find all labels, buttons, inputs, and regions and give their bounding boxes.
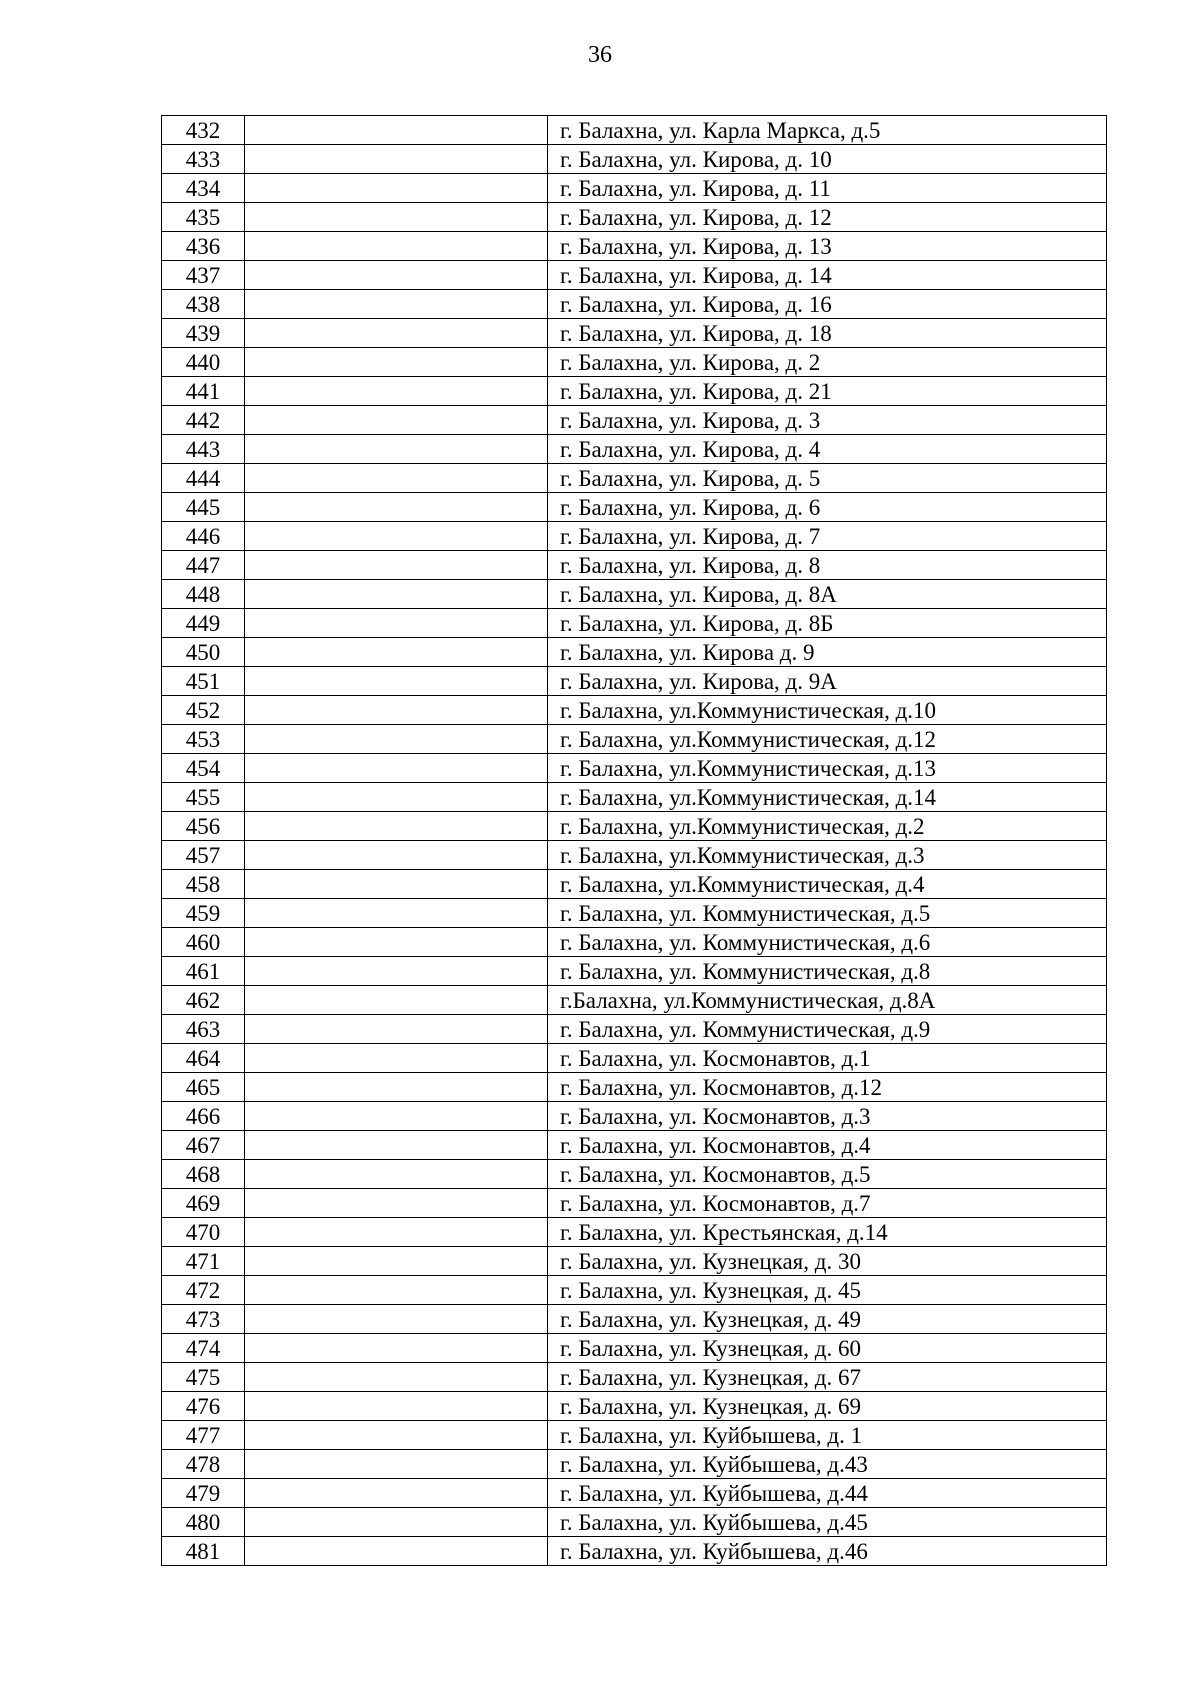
row-number-cell: 472 [162,1276,245,1305]
row-number-cell: 450 [162,638,245,667]
empty-cell [245,348,548,377]
empty-cell [245,551,548,580]
table-row [162,928,1107,957]
address-cell: г. Балахна, ул. Кирова, д. 18 [548,319,1107,348]
address-cell: г. Балахна, ул. Космонавтов, д.3 [548,1102,1107,1131]
row-number-cell: 460 [162,928,245,957]
empty-cell [245,493,548,522]
row-number-cell: 446 [162,522,245,551]
address-cell: г. Балахна, ул. Кирова, д. 2 [548,348,1107,377]
table-row [162,696,1107,725]
address-cell: г. Балахна, ул. Кирова, д. 13 [548,232,1107,261]
row-number-cell: 479 [162,1479,245,1508]
row-number-cell: 434 [162,174,245,203]
table-row [162,319,1107,348]
address-cell: г. Балахна, ул. Кирова, д. 4 [548,435,1107,464]
table-row [162,551,1107,580]
table-row [162,812,1107,841]
row-number-cell: 463 [162,1015,245,1044]
row-number-cell: 442 [162,406,245,435]
empty-cell [245,1479,548,1508]
table-body [162,116,1107,1566]
table-row [162,754,1107,783]
table-row [162,580,1107,609]
address-cell: г. Балахна, ул. Кирова, д. 8 [548,551,1107,580]
address-cell: г. Балахна, ул. Кирова, д. 16 [548,290,1107,319]
row-number-cell: 457 [162,841,245,870]
address-cell: г. Балахна, ул. Коммунистическая, д.6 [548,928,1107,957]
empty-cell [245,609,548,638]
address-cell: г. Балахна, ул. Космонавтов, д.7 [548,1189,1107,1218]
address-cell: г. Балахна, ул. Кузнецкая, д. 49 [548,1305,1107,1334]
table-row [162,261,1107,290]
table-row [162,377,1107,406]
row-number-cell: 468 [162,1160,245,1189]
row-number-cell: 456 [162,812,245,841]
row-number-cell: 453 [162,725,245,754]
table-row [162,174,1107,203]
empty-cell [245,1015,548,1044]
address-cell: г. Балахна, ул. Кирова, д. 14 [548,261,1107,290]
table-row [162,348,1107,377]
row-number-cell: 432 [162,116,245,145]
address-cell: г. Балахна, ул. Кирова, д. 5 [548,464,1107,493]
empty-cell [245,406,548,435]
row-number-cell: 443 [162,435,245,464]
address-cell: г. Балахна, ул. Кирова, д. 10 [548,145,1107,174]
table-row [162,203,1107,232]
empty-cell [245,1073,548,1102]
row-number-cell: 441 [162,377,245,406]
table-row [162,1363,1107,1392]
empty-cell [245,986,548,1015]
row-number-cell: 448 [162,580,245,609]
row-number-cell: 471 [162,1247,245,1276]
row-number-cell: 452 [162,696,245,725]
table-row [162,1218,1107,1247]
row-number-cell: 466 [162,1102,245,1131]
row-number-cell: 469 [162,1189,245,1218]
empty-cell [245,841,548,870]
empty-cell [245,899,548,928]
address-cell: г. Балахна, ул. Коммунистическая, д.9 [548,1015,1107,1044]
address-cell: г. Балахна, ул. Куйбышева, д. 1 [548,1421,1107,1450]
address-cell: г. Балахна, ул. Кирова д. 9 [548,638,1107,667]
row-number-cell: 449 [162,609,245,638]
address-cell: г. Балахна, ул. Кирова, д. 21 [548,377,1107,406]
table-row [162,1305,1107,1334]
table-row [162,1537,1107,1566]
empty-cell [245,1450,548,1479]
row-number-cell: 445 [162,493,245,522]
empty-cell [245,1102,548,1131]
empty-cell [245,435,548,464]
address-cell: г. Балахна, ул. Кирова, д. 11 [548,174,1107,203]
table-row [162,1073,1107,1102]
row-number-cell: 477 [162,1421,245,1450]
empty-cell [245,1276,548,1305]
row-number-cell: 475 [162,1363,245,1392]
empty-cell [245,1421,548,1450]
address-cell: г. Балахна, ул. Кузнецкая, д. 69 [548,1392,1107,1421]
empty-cell [245,696,548,725]
row-number-cell: 458 [162,870,245,899]
table-row [162,1015,1107,1044]
row-number-cell: 478 [162,1450,245,1479]
table-row [162,667,1107,696]
page-number: 36 [588,42,612,68]
row-number-cell: 444 [162,464,245,493]
address-cell: г. Балахна, ул. Карла Маркса, д.5 [548,116,1107,145]
row-number-cell: 451 [162,667,245,696]
empty-cell [245,261,548,290]
row-number-cell: 437 [162,261,245,290]
address-cell: г. Балахна, ул. Кирова, д. 7 [548,522,1107,551]
table-row [162,493,1107,522]
table-row [162,986,1107,1015]
address-cell: г. Балахна, ул. Куйбышева, д.45 [548,1508,1107,1537]
address-cell: г. Балахна, ул. Кузнецкая, д. 60 [548,1334,1107,1363]
empty-cell [245,1044,548,1073]
address-cell: г. Балахна, ул. Куйбышева, д.46 [548,1537,1107,1566]
address-cell: г. Балахна, ул. Кирова, д. 6 [548,493,1107,522]
table-row [162,1450,1107,1479]
address-cell: г. Балахна, ул. Крестьянская, д.14 [548,1218,1107,1247]
empty-cell [245,1363,548,1392]
table-row [162,1334,1107,1363]
row-number-cell: 436 [162,232,245,261]
empty-cell [245,812,548,841]
table-row [162,1392,1107,1421]
empty-cell [245,1305,548,1334]
table-row [162,1189,1107,1218]
empty-cell [245,580,548,609]
address-cell: г. Балахна, ул.Коммунистическая, д.12 [548,725,1107,754]
table-row [162,1102,1107,1131]
row-number-cell: 438 [162,290,245,319]
row-number-cell: 481 [162,1537,245,1566]
table-row [162,1479,1107,1508]
address-cell: г. Балахна, ул. Кузнецкая, д. 30 [548,1247,1107,1276]
table-row [162,232,1107,261]
row-number-cell: 467 [162,1131,245,1160]
table-row [162,725,1107,754]
empty-cell [245,754,548,783]
row-number-cell: 439 [162,319,245,348]
address-cell: г. Балахна, ул. Космонавтов, д.4 [548,1131,1107,1160]
table-row [162,870,1107,899]
address-cell: г. Балахна, ул. Космонавтов, д.1 [548,1044,1107,1073]
address-cell: г. Балахна, ул.Коммунистическая, д.4 [548,870,1107,899]
table-row [162,1421,1107,1450]
row-number-cell: 461 [162,957,245,986]
row-number-cell: 480 [162,1508,245,1537]
row-number-cell: 459 [162,899,245,928]
empty-cell [245,1537,548,1566]
empty-cell [245,1218,548,1247]
row-number-cell: 455 [162,783,245,812]
address-cell: г.Балахна, ул.Коммунистическая, д.8А [548,986,1107,1015]
table-row [162,957,1107,986]
table-row [162,1044,1107,1073]
address-cell: г. Балахна, ул. Космонавтов, д.5 [548,1160,1107,1189]
table-row [162,899,1107,928]
table-row [162,841,1107,870]
empty-cell [245,174,548,203]
table-row [162,1508,1107,1537]
empty-cell [245,1131,548,1160]
address-cell: г. Балахна, ул.Коммунистическая, д.2 [548,812,1107,841]
table-row [162,464,1107,493]
empty-cell [245,725,548,754]
empty-cell [245,783,548,812]
row-number-cell: 462 [162,986,245,1015]
empty-cell [245,957,548,986]
address-cell: г. Балахна, ул.Коммунистическая, д.3 [548,841,1107,870]
empty-cell [245,1247,548,1276]
table-row [162,435,1107,464]
address-cell: г. Балахна, ул. Кирова, д. 3 [548,406,1107,435]
row-number-cell: 474 [162,1334,245,1363]
address-cell: г. Балахна, ул. Коммунистическая, д.5 [548,899,1107,928]
table-row [162,609,1107,638]
empty-cell [245,1189,548,1218]
address-cell: г. Балахна, ул. Кузнецкая, д. 45 [548,1276,1107,1305]
empty-cell [245,870,548,899]
table-row [162,522,1107,551]
row-number-cell: 470 [162,1218,245,1247]
row-number-cell: 473 [162,1305,245,1334]
address-cell: г. Балахна, ул.Коммунистическая, д.14 [548,783,1107,812]
table-row [162,290,1107,319]
empty-cell [245,1508,548,1537]
empty-cell [245,290,548,319]
empty-cell [245,667,548,696]
empty-cell [245,145,548,174]
table-row [162,116,1107,145]
empty-cell [245,116,548,145]
address-cell: г. Балахна, ул. Кирова, д. 9А [548,667,1107,696]
table-row [162,1276,1107,1305]
empty-cell [245,377,548,406]
row-number-cell: 476 [162,1392,245,1421]
row-number-cell: 435 [162,203,245,232]
address-cell: г. Балахна, ул.Коммунистическая, д.10 [548,696,1107,725]
table-row [162,1131,1107,1160]
empty-cell [245,319,548,348]
address-cell: г. Балахна, ул. Кирова, д. 12 [548,203,1107,232]
table-row [162,783,1107,812]
address-table [161,115,1107,1566]
row-number-cell: 454 [162,754,245,783]
empty-cell [245,928,548,957]
table-row [162,638,1107,667]
address-cell: г. Балахна, ул. Кирова, д. 8А [548,580,1107,609]
empty-cell [245,1392,548,1421]
address-cell: г. Балахна, ул. Коммунистическая, д.8 [548,957,1107,986]
row-number-cell: 465 [162,1073,245,1102]
row-number-cell: 440 [162,348,245,377]
address-cell: г. Балахна, ул. Кирова, д. 8Б [548,609,1107,638]
empty-cell [245,464,548,493]
table-row [162,406,1107,435]
empty-cell [245,1334,548,1363]
address-cell: г. Балахна, ул. Куйбышева, д.43 [548,1450,1107,1479]
empty-cell [245,522,548,551]
empty-cell [245,203,548,232]
address-cell: г. Балахна, ул.Коммунистическая, д.13 [548,754,1107,783]
empty-cell [245,638,548,667]
table-row [162,145,1107,174]
row-number-cell: 447 [162,551,245,580]
table-row [162,1160,1107,1189]
table-row [162,1247,1107,1276]
empty-cell [245,1160,548,1189]
address-cell: г. Балахна, ул. Кузнецкая, д. 67 [548,1363,1107,1392]
empty-cell [245,232,548,261]
address-cell: г. Балахна, ул. Космонавтов, д.12 [548,1073,1107,1102]
address-cell: г. Балахна, ул. Куйбышева, д.44 [548,1479,1107,1508]
row-number-cell: 464 [162,1044,245,1073]
row-number-cell: 433 [162,145,245,174]
